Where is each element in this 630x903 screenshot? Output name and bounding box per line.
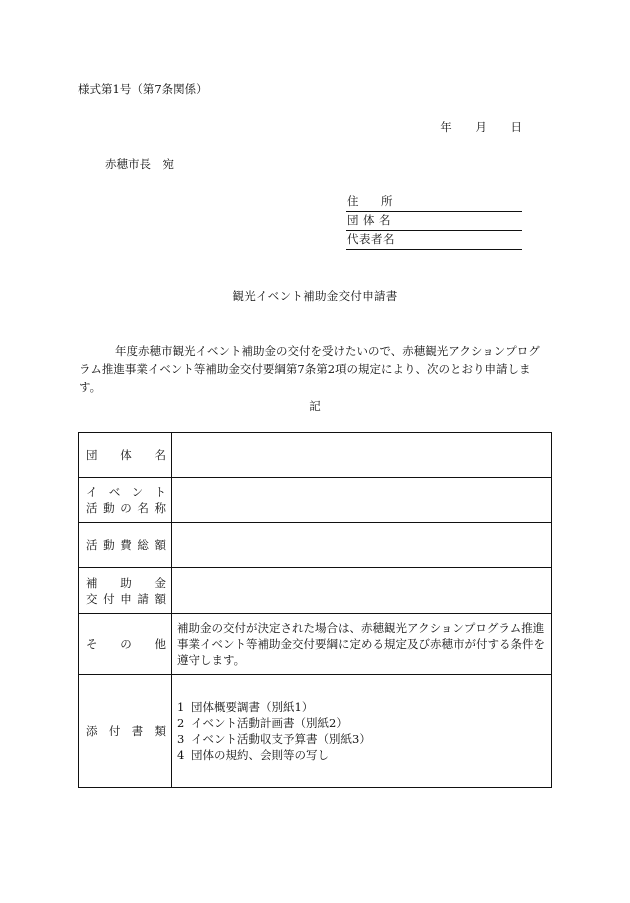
list-item-text: 団体概要調書（別紙1） — [191, 700, 314, 714]
label-char: の — [120, 501, 132, 515]
document-title: 観光イベント補助金交付申請書 — [232, 289, 398, 303]
date-line — [440, 119, 522, 135]
group-label-2: 体 — [363, 213, 375, 227]
label-char: 助 — [120, 575, 132, 590]
list-item-number: 4 — [177, 748, 185, 762]
value-total-cost[interactable] — [172, 523, 552, 568]
list-item-text: イベント活動収支予算書（別紙3） — [191, 732, 371, 746]
list-item-number: 3 — [177, 732, 185, 746]
group-label-1: 団 — [347, 213, 359, 227]
label-char: 体 — [120, 448, 132, 462]
label-char: 請 — [137, 591, 149, 606]
label-char: 額 — [154, 591, 166, 606]
body-paragraph: 年度赤穂市観光イベント補助金の交付を受けたいので、赤穂観光アクションプログラム推進事業イベント等補助金交付要綱第7条第2項の規定により、次のとおり申請します。 — [79, 344, 540, 394]
addressee: 赤穂市長 宛 — [105, 157, 174, 171]
label-char: 活 — [86, 501, 98, 515]
label-subsidy-amount — [79, 568, 172, 614]
value-group-name[interactable] — [172, 433, 552, 478]
body-text — [79, 342, 551, 396]
table-row-subsidy-amount — [79, 568, 552, 614]
table-row-other — [79, 614, 552, 675]
table-row-attachments — [79, 675, 552, 788]
list-item-text: イベント活動計画書（別紙2） — [191, 716, 348, 730]
label-char: 団 — [86, 448, 98, 462]
value-subsidy-amount[interactable] — [172, 568, 552, 614]
value-attachments — [172, 675, 552, 788]
label-other — [79, 614, 172, 675]
address-label-1: 住 — [347, 194, 359, 208]
label-char: イ — [86, 485, 98, 499]
list-item — [177, 699, 551, 715]
label-event-name — [79, 478, 172, 523]
address-label-2: 所 — [381, 194, 393, 208]
label-char: 書 — [131, 724, 144, 738]
list-item — [177, 715, 551, 731]
label-char: 活 — [86, 538, 98, 552]
label-char: 類 — [154, 724, 166, 738]
value-event-name[interactable] — [172, 478, 552, 523]
label-char: 金 — [154, 575, 166, 590]
label-char: ト — [154, 485, 166, 499]
group-label-3: 名 — [379, 213, 391, 227]
list-item-text: 団体の規約、会則等の写し — [191, 748, 329, 762]
list-item-number: 1 — [177, 700, 185, 714]
address-field[interactable] — [346, 193, 522, 212]
label-char: 名 — [154, 448, 166, 462]
value-other — [172, 614, 552, 675]
label-char: の — [120, 637, 132, 651]
list-item — [177, 731, 551, 747]
label-char: 添 — [86, 724, 98, 738]
label-char: 動 — [103, 538, 115, 552]
label-char: 動 — [103, 501, 115, 515]
label-char: 額 — [154, 538, 166, 552]
representative-label: 代表者名 — [347, 232, 395, 246]
label-char: 付 — [103, 591, 115, 606]
label-char: 称 — [154, 501, 166, 515]
label-char: ベ — [108, 485, 121, 499]
date-day-label: 日 — [510, 120, 522, 134]
application-table — [78, 432, 552, 788]
label-attachments — [79, 675, 172, 788]
label-char: 他 — [154, 637, 166, 651]
label-char: そ — [86, 637, 98, 651]
date-year-label: 年 — [440, 120, 452, 134]
table-row-group-name — [79, 433, 552, 478]
label-total-cost — [79, 523, 172, 568]
label-char: ン — [131, 485, 144, 499]
other-statement: 補助金の交付が決定された場合は、赤穂観光アクションプログラム推進事業イベント等補助金交付要綱に定める規定及び赤穂市が付する条件を遵守します。 — [177, 621, 545, 667]
label-char: 名 — [137, 501, 149, 515]
group-name-field[interactable] — [346, 212, 522, 231]
form-number: 様式第1号（第7条関係） — [78, 82, 208, 96]
label-group-name — [79, 433, 172, 478]
ki-heading: 記 — [309, 399, 321, 413]
label-char: 付 — [108, 724, 121, 738]
table-row-total-cost — [79, 523, 552, 568]
label-char: 総 — [137, 538, 149, 552]
label-char: 費 — [120, 538, 132, 552]
attachment-list — [172, 699, 551, 763]
representative-field[interactable] — [346, 231, 522, 250]
label-char: 補 — [86, 575, 98, 590]
table-row-event-name — [79, 478, 552, 523]
label-char: 申 — [120, 591, 132, 606]
list-item — [177, 747, 551, 763]
list-item-number: 2 — [177, 716, 185, 730]
label-char: 交 — [86, 591, 98, 606]
date-month-label: 月 — [475, 120, 487, 134]
applicant-block — [346, 193, 522, 250]
